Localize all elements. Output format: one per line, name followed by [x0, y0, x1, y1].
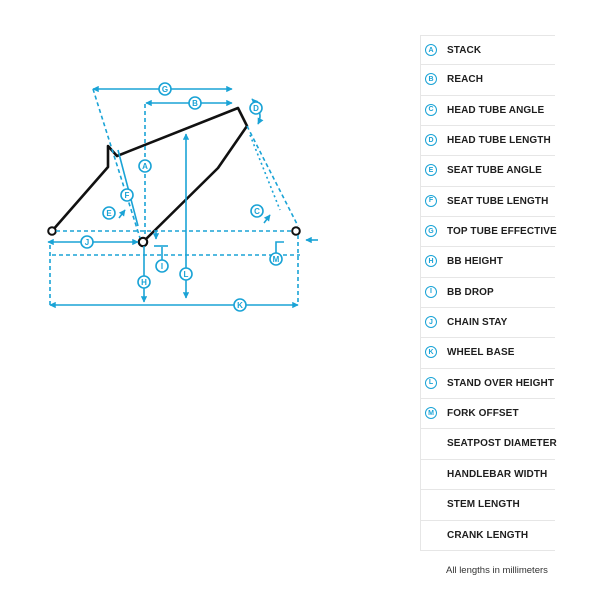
legend-row	[421, 156, 555, 186]
legend-letter-badge: B	[425, 73, 437, 85]
legend-label: CHAIN STAY	[447, 317, 508, 329]
legend-letter-badge: L	[425, 377, 437, 389]
marker-h	[138, 276, 150, 288]
legend-letter-badge: A	[425, 44, 437, 56]
marker-c	[251, 205, 263, 217]
svg-text:C: C	[254, 207, 260, 216]
legend-label: STEM LENGTH	[447, 499, 520, 511]
legend-row	[421, 399, 555, 429]
marker-k	[234, 299, 246, 311]
marker-g	[159, 83, 171, 95]
svg-text:I: I	[160, 262, 164, 271]
legend-row	[421, 96, 555, 126]
svg-text:K: K	[237, 301, 243, 310]
legend-letter-badge: D	[425, 134, 437, 146]
svg-text:E: E	[106, 209, 112, 218]
marker-a	[139, 160, 151, 172]
marker-b	[189, 97, 201, 109]
legend-label: HEAD TUBE LENGTH	[447, 135, 551, 147]
legend-row	[421, 217, 555, 247]
legend-letter-badge: H	[425, 255, 437, 267]
legend-row	[421, 278, 555, 308]
legend-label: CRANK LENGTH	[447, 529, 529, 541]
legend-row	[421, 521, 555, 551]
marker-i	[156, 260, 168, 272]
legend-row	[421, 308, 555, 338]
marker-f	[121, 189, 133, 201]
svg-text:G: G	[161, 85, 169, 94]
svg-text:B: B	[192, 99, 198, 108]
svg-text:D: D	[253, 104, 259, 113]
marker-e	[103, 207, 115, 219]
svg-text:M: M	[272, 255, 280, 264]
legend-row	[421, 247, 555, 277]
legend-label: BB DROP	[447, 286, 494, 298]
legend-label: STAND OVER HEIGHT	[447, 377, 555, 389]
bike-frame	[52, 108, 247, 242]
legend-letter-badge: J	[425, 316, 437, 328]
rear-axle-point	[48, 227, 56, 235]
legend-letter-badge: C	[425, 104, 437, 116]
legend-label: HANDLEBAR WIDTH	[447, 468, 548, 480]
svg-text:L: L	[183, 270, 189, 279]
legend-label: REACH	[447, 74, 484, 86]
legend-letter-badge: F	[425, 195, 437, 207]
legend-row	[421, 460, 555, 490]
marker-j	[81, 236, 93, 248]
legend-label: SEAT TUBE LENGTH	[447, 195, 549, 207]
legend-letter-badge: K	[425, 346, 437, 358]
legend-label: SEAT TUBE ANGLE	[447, 165, 542, 177]
marker-l	[180, 268, 192, 280]
bottom-bracket-point	[139, 238, 147, 246]
legend-letter-badge: I	[425, 286, 437, 298]
legend-label: STACK	[447, 45, 482, 56]
legend-row	[421, 187, 555, 217]
svg-text:J: J	[84, 238, 90, 247]
marker-m	[270, 253, 282, 265]
legend-label: TOP TUBE EFFECTIVE	[447, 226, 557, 238]
legend-label: HEAD TUBE ANGLE	[447, 104, 545, 116]
legend-row	[421, 490, 555, 520]
legend-row	[421, 369, 555, 399]
legend-row	[421, 65, 555, 95]
legend-label: SEATPOST DIAMETER	[447, 438, 557, 450]
legend-row	[421, 126, 555, 156]
svg-text:A: A	[142, 162, 148, 171]
svg-text:H: H	[141, 278, 147, 287]
units-footnote: All lengths in millimeters	[446, 565, 548, 576]
legend-letter-badge: G	[425, 225, 437, 237]
legend-row	[421, 35, 555, 65]
legend-letter-badge: E	[425, 164, 437, 176]
front-axle-point	[292, 227, 300, 235]
legend-label: WHEEL BASE	[447, 347, 515, 359]
legend-label: FORK OFFSET	[447, 408, 519, 420]
geometry-legend	[420, 35, 555, 551]
legend-letter-badge: M	[425, 407, 437, 419]
legend-row	[421, 429, 555, 459]
legend-row	[421, 338, 555, 368]
marker-d	[250, 102, 262, 114]
svg-text:F: F	[124, 191, 130, 200]
legend-label: BB HEIGHT	[447, 256, 503, 268]
